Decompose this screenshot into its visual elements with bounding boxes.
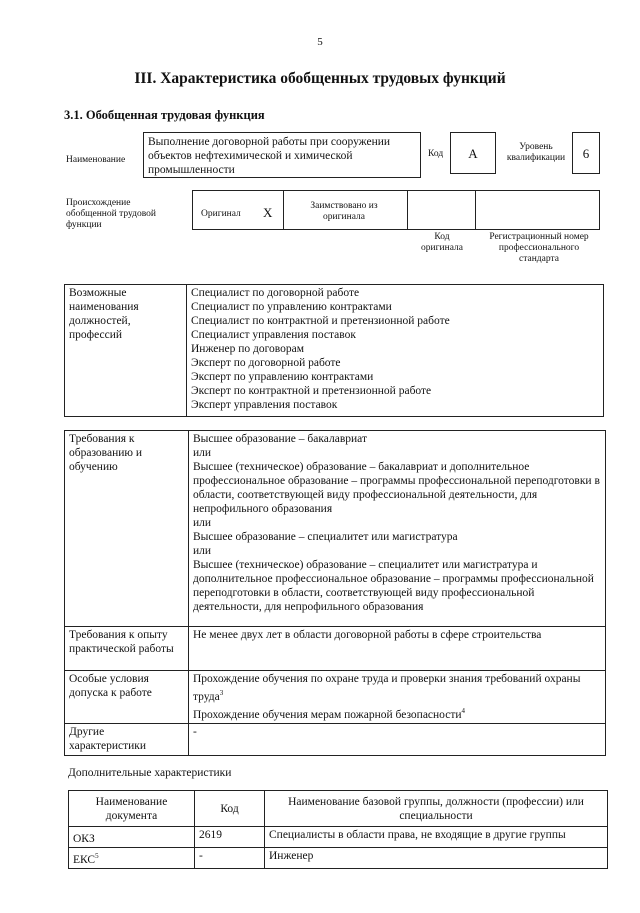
origin-label: Происхождение обобщенной трудовой функции [66,198,156,230]
admission-line-text: Прохождение обучения мерам пожарной безопасности [193,708,462,721]
admission-line: Прохождение обучения по охране труда и проверки знания требований охраны труда [193,673,581,703]
original-mark: X [263,205,273,220]
page-number: 5 [317,36,323,48]
code-label: Код [428,149,444,159]
education-line: или [193,545,212,557]
education-line: или [193,517,212,529]
divider [283,191,284,229]
experience-value: Не менее двух лет в области договорной работы в сфере строительства [189,627,606,671]
education-line: Высшее (техническое) образование – специалитет или магистратура и дополнительное профессиональное образование – программы профессиональной переподготовки в области, соответствующей виду профессиональной деятельности, для непрофильного образования [193,559,594,613]
list-item: Специалист по управлению контрактами [191,301,392,313]
header-cell: Наименование базовой группы, должности (профессии) или специальности [265,791,608,827]
admission-label: Особые условия допуска к работе [65,671,189,724]
code-cell: - [195,847,265,868]
name-value: Выполнение договорной работы при сооружении объектов нефтехимической и химической промышленности [143,132,421,178]
list-item: Эксперт управления поставок [191,399,338,411]
list-item: Специалист по договорной работе [191,287,360,299]
divider [475,191,476,229]
name-cell: Инженер [265,847,608,868]
positions-table [64,284,604,417]
code-original-label: Код оригинала [421,232,463,253]
education-label: Требования к образованию и обучению [65,431,189,627]
footnote-ref: 3 [219,689,224,697]
code-value: A [450,132,496,174]
education-line: Высшее образование – бакалавриат [193,433,367,445]
doc-name: ОКЗ [73,832,95,845]
original-label: Оригинал [201,209,241,219]
code-cell: 2619 [195,827,265,848]
name-label: Наименование [66,155,126,165]
other-value: - [189,723,606,755]
experience-label: Требования к опыту практической работы [65,627,189,671]
additional-table [68,790,608,869]
origin-box [192,190,600,230]
positions-label: Возможные наименования должностей, профессий [65,285,187,417]
header-cell: Наименование документа [69,791,195,827]
borrowed-label: Заимствовано из оригинала [310,201,378,222]
level-value: 6 [572,132,600,174]
doc-cell [69,847,195,868]
subsection-title: 3.1. Обобщенная трудовая функция [64,108,265,122]
list-item: Специалист по контрактной и претензионной работе [191,315,450,327]
requirements-table [64,430,606,756]
education-value [189,431,606,627]
name-cell: Специалисты в области права, не входящие в другие группы [265,827,608,848]
table-row [69,847,608,868]
list-item: Специалист управления поставок [191,329,356,341]
education-line: Высшее образование – специалитет или магистратура [193,531,458,543]
section-title: III. Характеристика обобщенных трудовых функций [134,70,506,87]
education-line: Высшее (техническое) образование – бакалавриат и дополнительное профессиональное образование – программы профессиональной переподготовки в области, соответствующей виду профессиональной деятельности, для непрофильного образования [193,461,600,515]
doc-name: ЕКС [73,853,96,866]
divider [407,191,408,229]
list-item: Эксперт по договорной работе [191,357,341,369]
education-line: или [193,447,212,459]
footnote-ref: 4 [461,706,466,715]
positions-list [187,285,604,417]
list-item: Эксперт по управлению контрактами [191,371,374,383]
list-item: Эксперт по контрактной и претензионной работе [191,385,432,397]
list-item: Инженер по договорам [191,343,305,355]
footnote-ref: 5 [95,851,99,860]
other-label: Другие характеристики [65,723,189,755]
additional-title: Дополнительные характеристики [68,767,232,779]
reg-number-label: Регистрационный номер профессионального стандарта [489,232,589,264]
admission-value [189,671,606,724]
table-row [69,827,608,848]
header-cell: Код [195,791,265,827]
level-label: Уровень квалификации [506,142,566,163]
admission-line [193,704,601,722]
doc-cell [69,827,195,848]
